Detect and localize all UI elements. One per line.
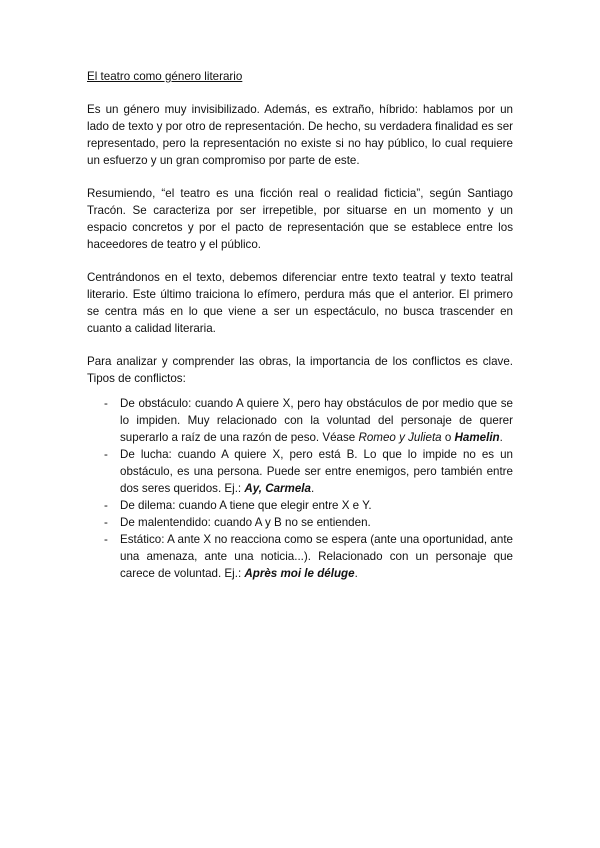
conflict-list [87, 395, 513, 582]
conflict-text: De malentendido: cuando A y B no se entienden. [120, 516, 371, 529]
conflict-text: Estático: A ante X no reacciona como se espera (ante una oportunidad, ante una amenaza, ante una noticia...). Relacionado con un personaje que carece de voluntad. Ej.: [120, 533, 513, 580]
work-title: Après moi le déluge [244, 567, 355, 580]
bullet-dash: - [104, 499, 108, 512]
list-item-dilema [87, 497, 513, 514]
list-item-malentendido [87, 514, 513, 531]
bullet-dash: - [104, 533, 108, 546]
conflict-text: De dilema: cuando A tiene que elegir entre X e Y. [120, 499, 372, 512]
conflict-end: . [354, 567, 358, 580]
bullet-dash: - [104, 397, 108, 410]
work-title: Hamelin [454, 431, 500, 444]
conflict-connector: o [441, 431, 455, 444]
list-item-estatico [87, 531, 513, 582]
paragraph-intro: Es un género muy invisibilizado. Además, es extraño, híbrido: hablamos por un lado de texto y por otro de representación. De hecho, su verdadera finalidad es ser representado, pero la representación no existe si no hay público, lo cual requiere un esfuerzo y un gran compromiso por parte de este. [87, 103, 514, 167]
document-title: El teatro como género literario [87, 70, 243, 83]
conflict-end: . [499, 431, 503, 444]
work-title: Ay, Carmela [244, 482, 311, 495]
bullet-dash: - [104, 516, 108, 529]
conflict-text: De lucha: cuando A quiere X, pero está B. Lo que lo impide no es un obstáculo, es una persona. Puede ser entre enemigos, pero también entre dos seres queridos. Ej.: [120, 448, 513, 495]
list-item-obstaculo [87, 395, 513, 446]
paragraph-summary: Resumiendo, “el teatro es una ficción real o realidad ficticia”, según Santiago Tracón. Se caracteriza por ser irrepetible, por situarse en un momento y un espacio concretos y por el pacto de representación que se establece entre los haceedores de teatro y el público. [87, 187, 513, 251]
conflict-end: . [310, 482, 315, 495]
paragraph-conflicts-intro: Para analizar y comprender las obras, la importancia de los conflictos es clave. Tipos de conflictos: [87, 355, 513, 385]
conflict-text: De obstáculo: cuando A quiere X, pero hay obstáculos de por medio que se lo impiden. Muy relacionado con la voluntad del personaje de querer superarlo a raíz de una razón de peso. Véase [120, 397, 513, 444]
paragraph-text-types: Centrándonos en el texto, debemos diferenciar entre texto teatral y texto teatral literario. Este último traiciona lo efímero, perdura más que el anterior. El primero se centra más en lo que viene a ser un espectáculo, no busca trascender en cuanto a calidad literaria. [87, 271, 513, 335]
work-title: Romeo y Julieta [358, 431, 442, 444]
bullet-dash: - [104, 448, 108, 461]
list-item-lucha [87, 446, 513, 497]
document-page [87, 68, 513, 582]
